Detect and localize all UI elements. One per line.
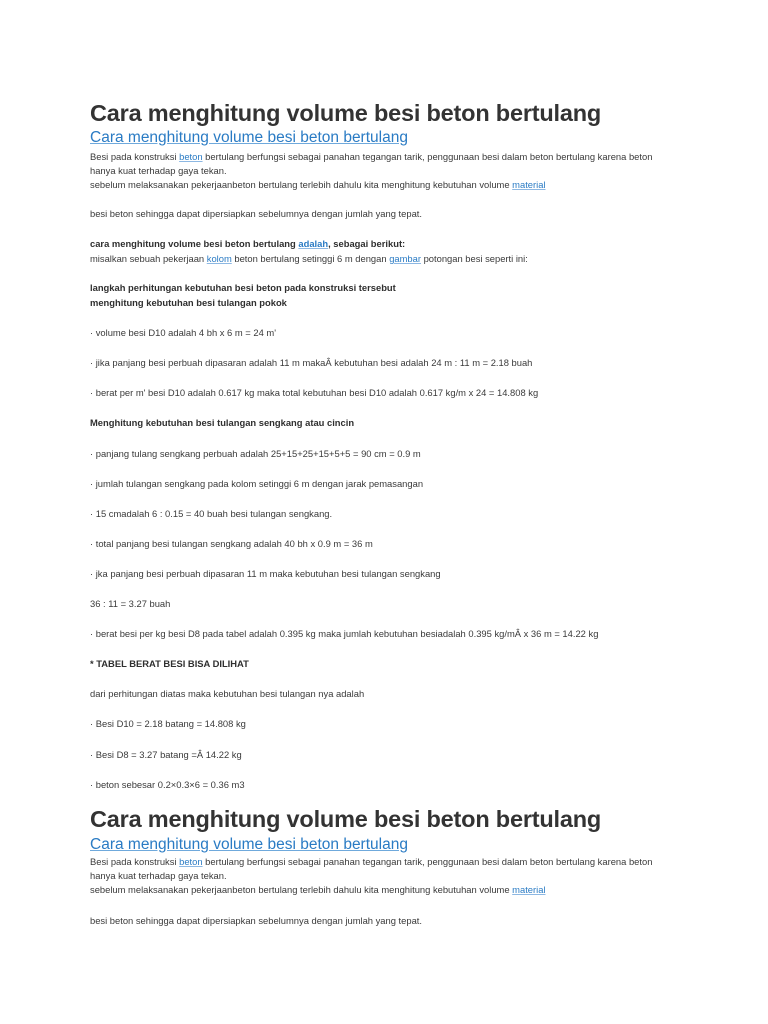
intro-line-2: hanya kuat terhadap gaya tekan. xyxy=(90,870,227,881)
steps-heading: langkah perhitungan kebutuhan besi beton pada konstruksi tersebut xyxy=(90,282,396,293)
intro-line-1: Besi pada konstruksi beton bertulang berfungsi sebagai panahan tegangan tarik, penggunaan besi dalam beton bertulang karena beton xyxy=(90,856,653,867)
article-subtitle-link[interactable]: Cara menghitung volume besi beton bertulang xyxy=(90,129,408,146)
link-adalah[interactable]: adalah xyxy=(298,238,329,249)
main-reinforcement-heading: menghitung kebutuhan besi tulangan pokok xyxy=(90,297,287,308)
main-item: · berat per m' besi D10 adalah 0.617 kg maka total kebutuhan besi D10 adalah 0.617 kg/m x 24 = 14.808 kg xyxy=(90,387,539,398)
stirrup-heading: Menghitung kebutuhan besi tulangan sengkang atau cincin xyxy=(90,417,355,428)
main-item: · volume besi D10 adalah 4 bh x 6 m = 24 m' xyxy=(90,327,277,338)
article-subtitle-link-repeat[interactable]: Cara menghitung volume besi beton bertulang xyxy=(90,836,408,853)
intro-line-4: besi beton sehingga dapat dipersiapkan sebelumnya dengan jumlah yang tepat. xyxy=(90,208,423,219)
table-note: * TABEL BERAT BESI BISA DILIHAT xyxy=(90,658,249,669)
main-item: · jika panjang besi perbuah dipasaran adalah 11 m makaÂ kebutuhan besi adalah 24 m : 11 m = 2.18 buah xyxy=(90,357,533,368)
link-beton[interactable]: beton xyxy=(179,856,203,867)
result-item: · Besi D8 = 3.27 batang =Â 14.22 kg xyxy=(90,749,242,760)
result-intro: dari perhitungan diatas maka kebutuhan besi tulangan nya adalah xyxy=(90,688,365,699)
link-material[interactable]: material xyxy=(512,179,546,190)
stirrup-item: · jumlah tulangan sengkang pada kolom setinggi 6 m dengan jarak pemasangan xyxy=(90,478,424,489)
example-line: misalkan sebuah pekerjaan kolom beton bertulang setinggi 6 m dengan gambar potongan besi seperti ini: xyxy=(90,253,528,264)
result-item: · Besi D10 = 2.18 batang = 14.808 kg xyxy=(90,718,246,729)
stirrup-item: · total panjang besi tulangan sengkang adalah 40 bh x 0.9 m = 36 m xyxy=(90,538,373,549)
intro-line-3: sebelum melaksanakan pekerjaanbeton bertulang terlebih dahulu kita menghitung kebutuhan volume material xyxy=(90,884,546,895)
article-title-repeat: Cara menghitung volume besi beton bertulang xyxy=(90,806,602,832)
intro-line-3: sebelum melaksanakan pekerjaanbeton bertulang terlebih dahulu kita menghitung kebutuhan volume material xyxy=(90,179,546,190)
intro-line-4: besi beton sehingga dapat dipersiapkan sebelumnya dengan jumlah yang tepat. xyxy=(90,915,423,926)
howto-line: cara menghitung volume besi beton bertulang adalah, sebagai berikut: xyxy=(90,238,406,249)
stirrup-item: · berat besi per kg besi D8 pada tabel adalah 0.395 kg maka jumlah kebutuhan besiadalah 0.395 kg/mÂ x 36 m = 14.22 kg xyxy=(90,628,599,639)
stirrup-item: 36 : 11 = 3.27 buah xyxy=(90,598,171,609)
link-gambar[interactable]: gambar xyxy=(389,253,421,264)
stirrup-item: · jka panjang besi perbuah dipasaran 11 m maka kebutuhan besi tulangan sengkang xyxy=(90,568,441,579)
intro-line-1: Besi pada konstruksi beton bertulang berfungsi sebagai panahan tegangan tarik, penggunaan besi dalam beton bertulang karena beton xyxy=(90,151,653,162)
link-kolom[interactable]: kolom xyxy=(206,253,232,264)
article-title: Cara menghitung volume besi beton bertulang xyxy=(90,100,602,126)
result-item: · beton sebesar 0.2×0.3×6 = 0.36 m3 xyxy=(90,779,245,790)
stirrup-item: · panjang tulang sengkang perbuah adalah 25+15+25+15+5+5 = 90 cm = 0.9 m xyxy=(90,448,421,459)
stirrup-item: · 15 cmadalah 6 : 0.15 = 40 buah besi tulangan sengkang. xyxy=(90,508,333,519)
link-material[interactable]: material xyxy=(512,884,546,895)
intro-line-2: hanya kuat terhadap gaya tekan. xyxy=(90,165,227,176)
link-beton[interactable]: beton xyxy=(179,151,203,162)
